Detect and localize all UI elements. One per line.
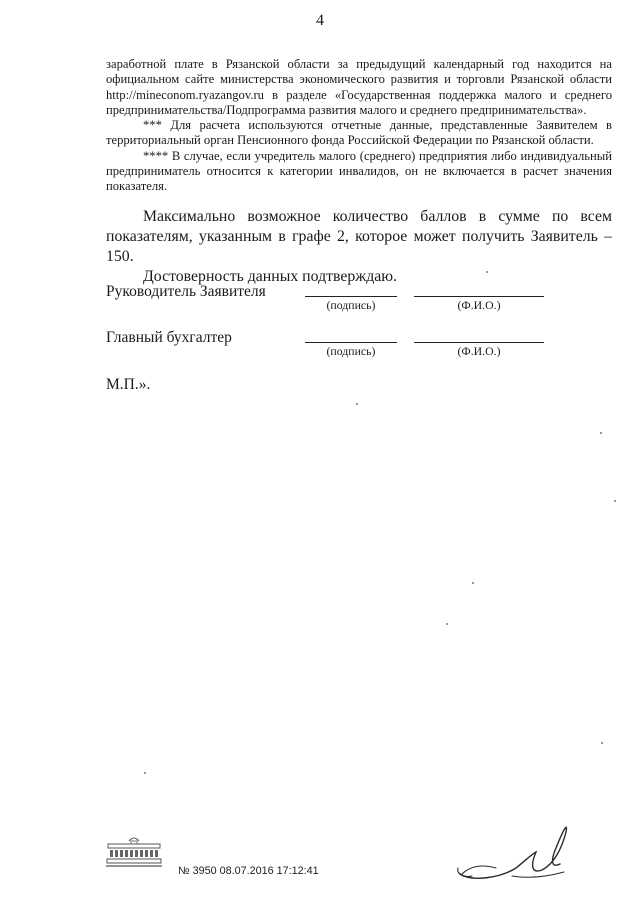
registration-stamp: № 3950 08.07.2016 17:12:41 xyxy=(178,865,319,877)
head-signature-line xyxy=(305,296,397,297)
scan-speck xyxy=(144,772,146,774)
building-stamp-icon xyxy=(105,834,163,875)
stamp-place-label: М.П.». xyxy=(106,376,151,393)
salary-note: заработной плате в Рязанской области за предыдущий календарный год находится на официальном сайте министерства экономического развития и торговли Рязанской области http://mineconom.ryazangov.ru в разделе «Государственная поддержка малого и среднего предпринимательства/Подпрограмма развития малого и среднего предпринимательства». xyxy=(106,57,612,117)
accountant-name-line xyxy=(414,342,544,343)
main-text xyxy=(106,207,612,287)
page-number: 4 xyxy=(316,12,324,29)
head-signature-caption: (подпись) xyxy=(326,298,376,312)
max-points-text: Максимально возможное количество баллов в сумме по всем показателям, указанным в графе 2, которое может получить Заявитель – 150. xyxy=(106,208,612,265)
accountant-title: Главный бухгалтер xyxy=(106,329,232,346)
scan-speck xyxy=(446,623,448,625)
head-signature-row xyxy=(106,283,612,319)
accountant-signature-row xyxy=(106,329,612,365)
scan-speck xyxy=(472,582,474,584)
scan-speck xyxy=(356,403,358,405)
handwritten-signature xyxy=(452,808,582,893)
accountant-signature-caption: (подпись) xyxy=(326,344,376,358)
scan-speck xyxy=(600,432,602,434)
footnote-quad-star: **** В случае, если учредитель малого (среднего) предприятия либо индивидуальный предприниматель относится к категории инвалидов, он не включается в расчет значения показателя. xyxy=(106,148,612,194)
head-name-line xyxy=(414,296,544,297)
head-title: Руководитель Заявителя xyxy=(106,283,266,300)
scan-speck xyxy=(486,271,488,273)
accountant-name-caption: (Ф.И.О.) xyxy=(457,344,501,358)
accountant-signature-line xyxy=(305,342,397,343)
footnotes xyxy=(106,57,612,195)
head-name-caption: (Ф.И.О.) xyxy=(457,298,501,312)
footnote-triple-star: *** Для расчета используются отчетные данные, представленные Заявителем в территориальный орган Пенсионного фонда Российской Федерации по Рязанской области. xyxy=(106,118,612,148)
scan-speck xyxy=(614,500,616,502)
confirmation-text: Достоверность данных подтверждаю. xyxy=(143,268,398,285)
scan-speck xyxy=(601,742,603,744)
